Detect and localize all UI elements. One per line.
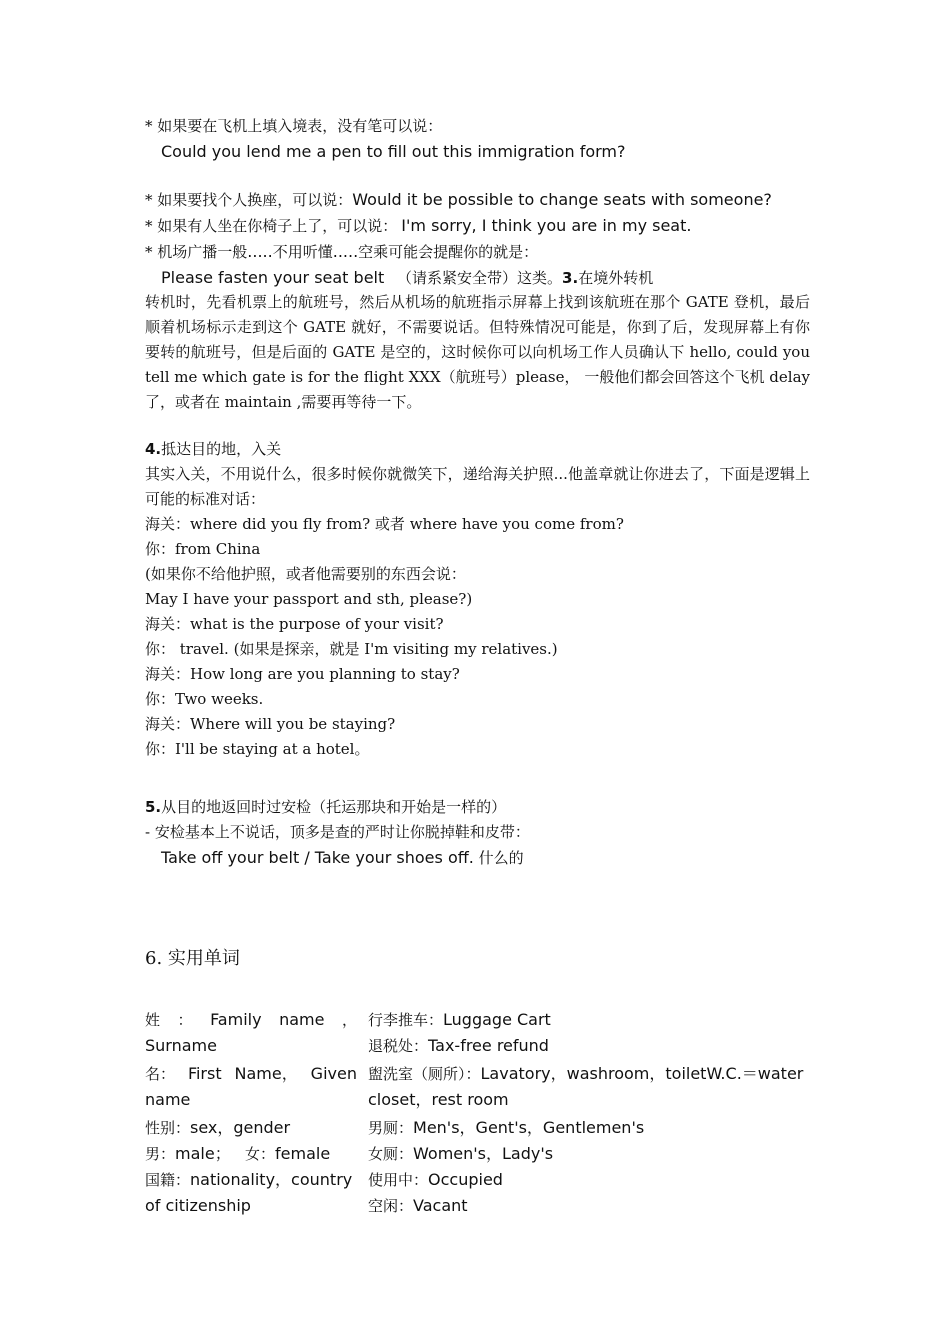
tip-announcement-dots-1: ..... <box>247 242 273 261</box>
vocab-term-en: Occupied <box>428 1170 503 1189</box>
dialog-line: (如果你不给他护照，或者他需要别的东西会说： <box>145 565 466 583</box>
vocab-womens-room <box>368 1141 813 1167</box>
vocab-female-zh: 女： <box>245 1145 276 1163</box>
vocab-surname-en-3: Surname <box>145 1036 217 1055</box>
vocab-occupied <box>368 1167 813 1193</box>
section3-body: 转机时，先看机票上的航班号，然后从机场的航班指示屏幕上找到该航班在那个 GATE 登机，最后顺着机场标示走到这个 GATE 就好，不需要说话。但特殊情况可能是，你到了后，发现屏幕上有你要转的航班号，但是后面的 GATE 是空的，这时候你可以向机场工作人员确认下 hello, could you tell me which gate is for the flight XXX（航班号）please， 一般他们都会回答这个飞机 delay 了，或者在 maintain ,需要再等待一下。 <box>145 293 810 411</box>
tip-belt <box>145 265 810 291</box>
tip-seat-taken <box>145 213 810 239</box>
vocab-given-en-3: Given <box>310 1064 357 1083</box>
section4 <box>145 437 810 762</box>
dialog-line: 海关：How long are you planning to stay? <box>145 665 460 683</box>
vocab-nationality-en: nationality，country <box>190 1170 353 1189</box>
vocab-right-column <box>368 1007 813 1219</box>
vocab-given <box>145 1061 357 1087</box>
section5-line2-zh: 什么的 <box>473 849 524 867</box>
vocab-term-zh: 女厕： <box>368 1145 414 1163</box>
dialog-line: 海关：Where will you be staying? <box>145 715 396 733</box>
vocab-surname-en-2: name <box>279 1010 325 1029</box>
vocab-term-en: Lavatory，washroom，toiletW.C.＝water <box>480 1064 804 1083</box>
section5-line1: - 安检基本上不说话，顶多是查的严时让你脱掉鞋和皮带： <box>145 823 530 841</box>
section3-title: 在境外转机 <box>578 269 654 287</box>
vocab-sex-zh: 性别： <box>145 1119 191 1137</box>
section5-title: 从目的地返回时过安检（托运那块和开始是一样的） <box>161 798 507 816</box>
tip-belt-zh: （请系紧安全带）这类。 <box>397 269 563 287</box>
vocab-tax-refund <box>368 1033 813 1059</box>
vocab-given-en-1: First <box>187 1064 222 1083</box>
vocab-term-en: Vacant <box>413 1196 468 1215</box>
tip-announcement-zh-a: * 机场广播一般 <box>145 243 248 261</box>
vocab-term-zh: 退税处： <box>368 1037 429 1055</box>
vocab-term-zh: 空闲： <box>368 1197 414 1215</box>
tip-announcement-zh-c: 空乘可能会提醒你的就是： <box>358 243 539 261</box>
tip-seat-change-en: Would it be possible to change seats with someone? <box>352 190 772 209</box>
vocab-sex-en: sex，gender <box>190 1118 291 1137</box>
dialog-line: 你：Two weeks. <box>145 690 264 708</box>
vocab-term-en: Luggage Cart <box>443 1010 551 1029</box>
vocab-given-en-4: name <box>145 1090 191 1109</box>
tip-belt-en: Please fasten your seat belt <box>161 268 385 287</box>
tip-seat-taken-en: I'm sorry, I think you are in my seat. <box>401 216 692 235</box>
tip-pen-en: Could you lend me a pen to fill out this immigration form? <box>161 142 626 161</box>
dialog-line: 海关：where did you fly from? 或者 where have you come from? <box>145 515 624 533</box>
dialog-line: 海关：what is the purpose of your visit? <box>145 615 444 633</box>
section3-number: 3. <box>562 269 579 287</box>
section5-line2 <box>145 845 810 871</box>
section5-line2-en: Take off your belt / Take your shoes off. <box>161 848 474 867</box>
tip-announcement <box>145 239 810 265</box>
vocab-male-female <box>145 1141 357 1167</box>
vocab-nationality <box>145 1167 357 1193</box>
vocab-male-en: male； <box>175 1144 231 1163</box>
dialog-line: 你：from China <box>145 540 261 558</box>
vocab-surname-en-1: Family <box>210 1010 262 1029</box>
vocab-surname <box>145 1007 357 1033</box>
travel-tips <box>145 114 810 291</box>
vocab-vacant <box>368 1193 813 1219</box>
dialog-line: May I have your passport and sth, please?) <box>145 590 473 608</box>
vocab-term-en: Men's，Gent's，Gentlemen's <box>413 1118 645 1137</box>
tip-seat-change <box>145 187 810 213</box>
dialog-line: 你： travel. (如果是探亲，就是 I'm visiting my relatives.) <box>145 640 558 658</box>
vocab-given-zh: 名： <box>145 1065 176 1083</box>
vocab-lavatory-cont <box>368 1087 813 1113</box>
vocab-surname-comma: ， <box>341 1011 357 1029</box>
vocab-term-en: closet，rest room <box>368 1090 509 1109</box>
vocab-term-zh: 男厕： <box>368 1119 414 1137</box>
vocab-luggage-cart <box>368 1007 813 1033</box>
section4-intro: 其实入关，不用说什么，很多时候你就微笑下，递给海关护照...他盖章就让你进去了，下面是逻辑上可能的标准对话： <box>145 465 810 508</box>
vocab-lavatory <box>368 1061 813 1087</box>
vocab-surname-zh: 姓 <box>145 1011 161 1029</box>
vocab-left-column <box>145 1007 357 1219</box>
tip-pen-zh: * 如果要在飞机上填入境表，没有笔可以说： <box>145 117 443 135</box>
vocab-term-zh: 行李推车： <box>368 1011 444 1029</box>
section5-heading <box>145 795 810 820</box>
vocab-mens-room <box>368 1115 813 1141</box>
tip-announcement-zh-b: 不用听懂 <box>272 243 333 261</box>
section4-heading <box>145 437 810 462</box>
vocab-surname-colon: ： <box>177 1011 193 1029</box>
section5 <box>145 795 810 871</box>
tip-seat-change-zh: * 如果要找个人换座，可以说： <box>145 191 353 209</box>
vocab-term-en: Women's，Lady's <box>413 1144 554 1163</box>
tip-announcement-dots-2: ..... <box>332 242 359 261</box>
section4-number: 4. <box>145 440 162 458</box>
section5-number: 5. <box>145 798 162 816</box>
vocab-term-zh: 盥洗室（厕所）： <box>368 1065 481 1083</box>
vocab-nationality-en-2: of citizenship <box>145 1196 251 1215</box>
vocab-male-zh: 男： <box>145 1145 176 1163</box>
vocab-nationality-zh: 国籍： <box>145 1171 191 1189</box>
vocab-sex <box>145 1115 357 1141</box>
section4-title: 抵达目的地，入关 <box>161 440 282 458</box>
section6-title: 6. 实用单词 <box>145 948 240 969</box>
vocab-term-zh: 使用中： <box>368 1171 429 1189</box>
tip-seat-taken-zh: * 如果有人坐在你椅子上了，可以说： <box>145 217 398 235</box>
dialog-line: 你：I'll be staying at a hotel。 <box>145 740 370 758</box>
vocab-term-en: Tax-free refund <box>428 1036 549 1055</box>
vocab-female-en: female <box>275 1144 331 1163</box>
vocab-given-en-2: Name， <box>234 1064 298 1083</box>
